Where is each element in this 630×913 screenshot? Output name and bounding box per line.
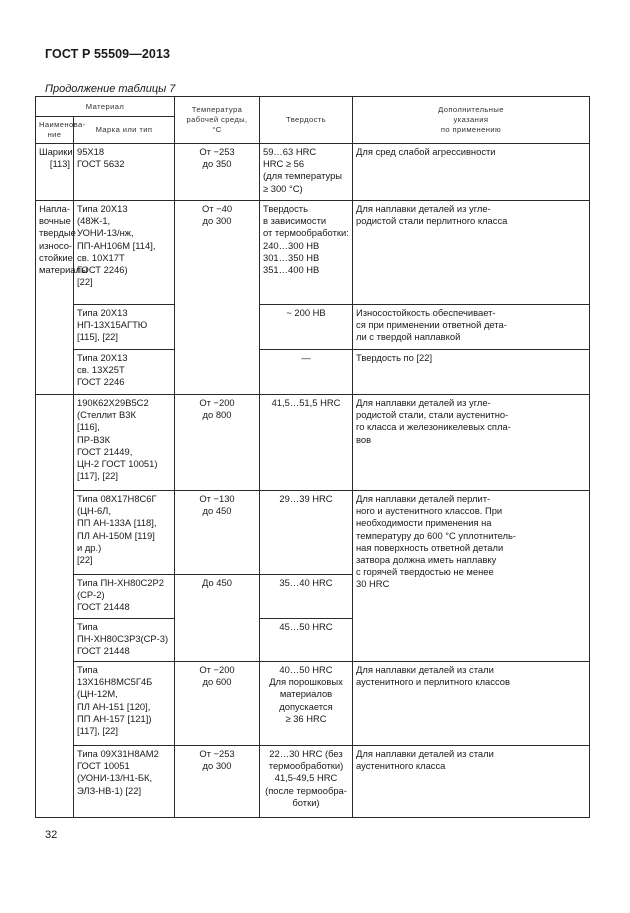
cell-grade: Типа 20Х13 НП-13Х15АГТЮ [115], [22] [74, 305, 175, 350]
cell-temperature: От −253 до 350 [175, 144, 260, 201]
cell-notes: Для наплавки деталей из стали аустенитного класса [353, 746, 590, 818]
cell-temperature: От −253 до 300 [175, 746, 260, 818]
table-row [36, 662, 590, 746]
header-material: Материал [36, 97, 175, 117]
header-hardness: Твердость [260, 97, 353, 144]
cell-grade: Типа 13Х16Н8МС5Г4Б (ЦН-12М, ПЛ АН-151 [120], ПП АН-157 [121]) [117], [22] [74, 662, 175, 746]
cell-hardness: 41,5…51,5 HRC [260, 395, 353, 491]
cell-hardness: Твердость в зависимости от термообработки: 240…300 HB 301…350 HB 351…400 HB [260, 201, 353, 305]
cell-hardness: ~ 200 HB [260, 305, 353, 350]
cell-notes: Твердость по [22] [353, 350, 590, 395]
table-row [36, 350, 590, 395]
page-number: 32 [45, 829, 58, 841]
cell-grade: Типа ПН-ХН80С3Р3(СР-3) ГОСТ 21448 [74, 619, 175, 662]
cell-hardness: 45…50 HRC [260, 619, 353, 662]
table-row [36, 201, 590, 305]
table-continuation-caption: Продолжение таблицы 7 [45, 83, 176, 95]
cell-grade: Типа 20Х13 св. 13Х25Т ГОСТ 2246 [74, 350, 175, 395]
cell-notes: Для наплавки деталей из угле- родистой стали, стали аустенитно- го класса и железоникелевых спла- вов [353, 395, 590, 491]
cell-temperature: От −200 до 800 [175, 395, 260, 491]
cell-notes: Для сред слабой агрессивности [353, 144, 590, 201]
cell-name-continued [36, 395, 74, 818]
materials-table [35, 96, 590, 818]
cell-notes: Для наплавки деталей из стали аустенитного и перлитного классов [353, 662, 590, 746]
table-row [36, 144, 590, 201]
cell-notes: Износостойкость обеспечивает- ся при применении ответной дета- ли с твердой наплавкой [353, 305, 590, 350]
table-row [36, 491, 590, 575]
cell-temperature: От −200 до 600 [175, 662, 260, 746]
cell-temperature: До 450 [175, 575, 260, 662]
document-header: ГОСТ Р 55509—2013 [45, 47, 171, 61]
table-row [36, 395, 590, 491]
cell-hardness: — [260, 350, 353, 395]
cell-temperature: От −130 до 450 [175, 491, 260, 575]
header-notes: Дополнительные указания по применению [353, 97, 590, 144]
cell-name: Напла- вочные твердые износо- стойкие материалы [36, 201, 74, 395]
cell-name: Шарики [113] [36, 144, 74, 201]
cell-temperature: От −40 до 300 [175, 201, 260, 395]
header-temperature: Температура рабочей среды, °С [175, 97, 260, 144]
cell-hardness: 29…39 HRC [260, 491, 353, 575]
header-grade: Марка или тип [74, 117, 175, 144]
cell-grade: Типа 20Х13 (48Ж-1, УОНИ-13/нж, ПП-АН106М [114], св. 10Х17Т ГОСТ 2246) [22] [74, 201, 175, 305]
cell-hardness: 22…30 HRC (без термообработки) 41,5-49,5 HRC (после термообра- ботки) [260, 746, 353, 818]
cell-grade: 190К62Х29В5С2 (Стеллит В3К [116], ПР-В3К ГОСТ 21449, ЦН-2 ГОСТ 10051) [117], [22] [74, 395, 175, 491]
cell-notes: Для наплавки деталей перлит- ного и аустенитного классов. При необходимости применения на температуру до 600 °С уплотнитель- ная поверхность ответной детали затвора должна иметь наплавку с горячей твердостью не менее 30 HRC [353, 491, 590, 662]
cell-hardness: 40…50 HRC Для порошковых материалов допускается ≥ 36 HRC [260, 662, 353, 746]
cell-grade: Типа 09Х31Н8АМ2 ГОСТ 10051 (УОНИ-13/Н1-БК, ЭЛЗ-НВ-1) [22] [74, 746, 175, 818]
cell-notes: Для наплавки деталей из угле- родистой стали перлитного класса [353, 201, 590, 305]
cell-grade: 95Х18 ГОСТ 5632 [74, 144, 175, 201]
cell-grade: Типа 08Х17Н8С6Г (ЦН-6Л, ПП АН-133А [118], ПЛ АН-150М [119] и др.) [22] [74, 491, 175, 575]
header-name: Наименова- ние [36, 117, 74, 144]
table-row [36, 305, 590, 350]
cell-grade: Типа ПН-ХН80С2Р2 (СР-2) ГОСТ 21448 [74, 575, 175, 619]
table-row [36, 746, 590, 818]
cell-hardness: 59…63 HRC HRC ≥ 56 (для температуры ≥ 300 °C) [260, 144, 353, 201]
cell-hardness: 35…40 HRC [260, 575, 353, 619]
